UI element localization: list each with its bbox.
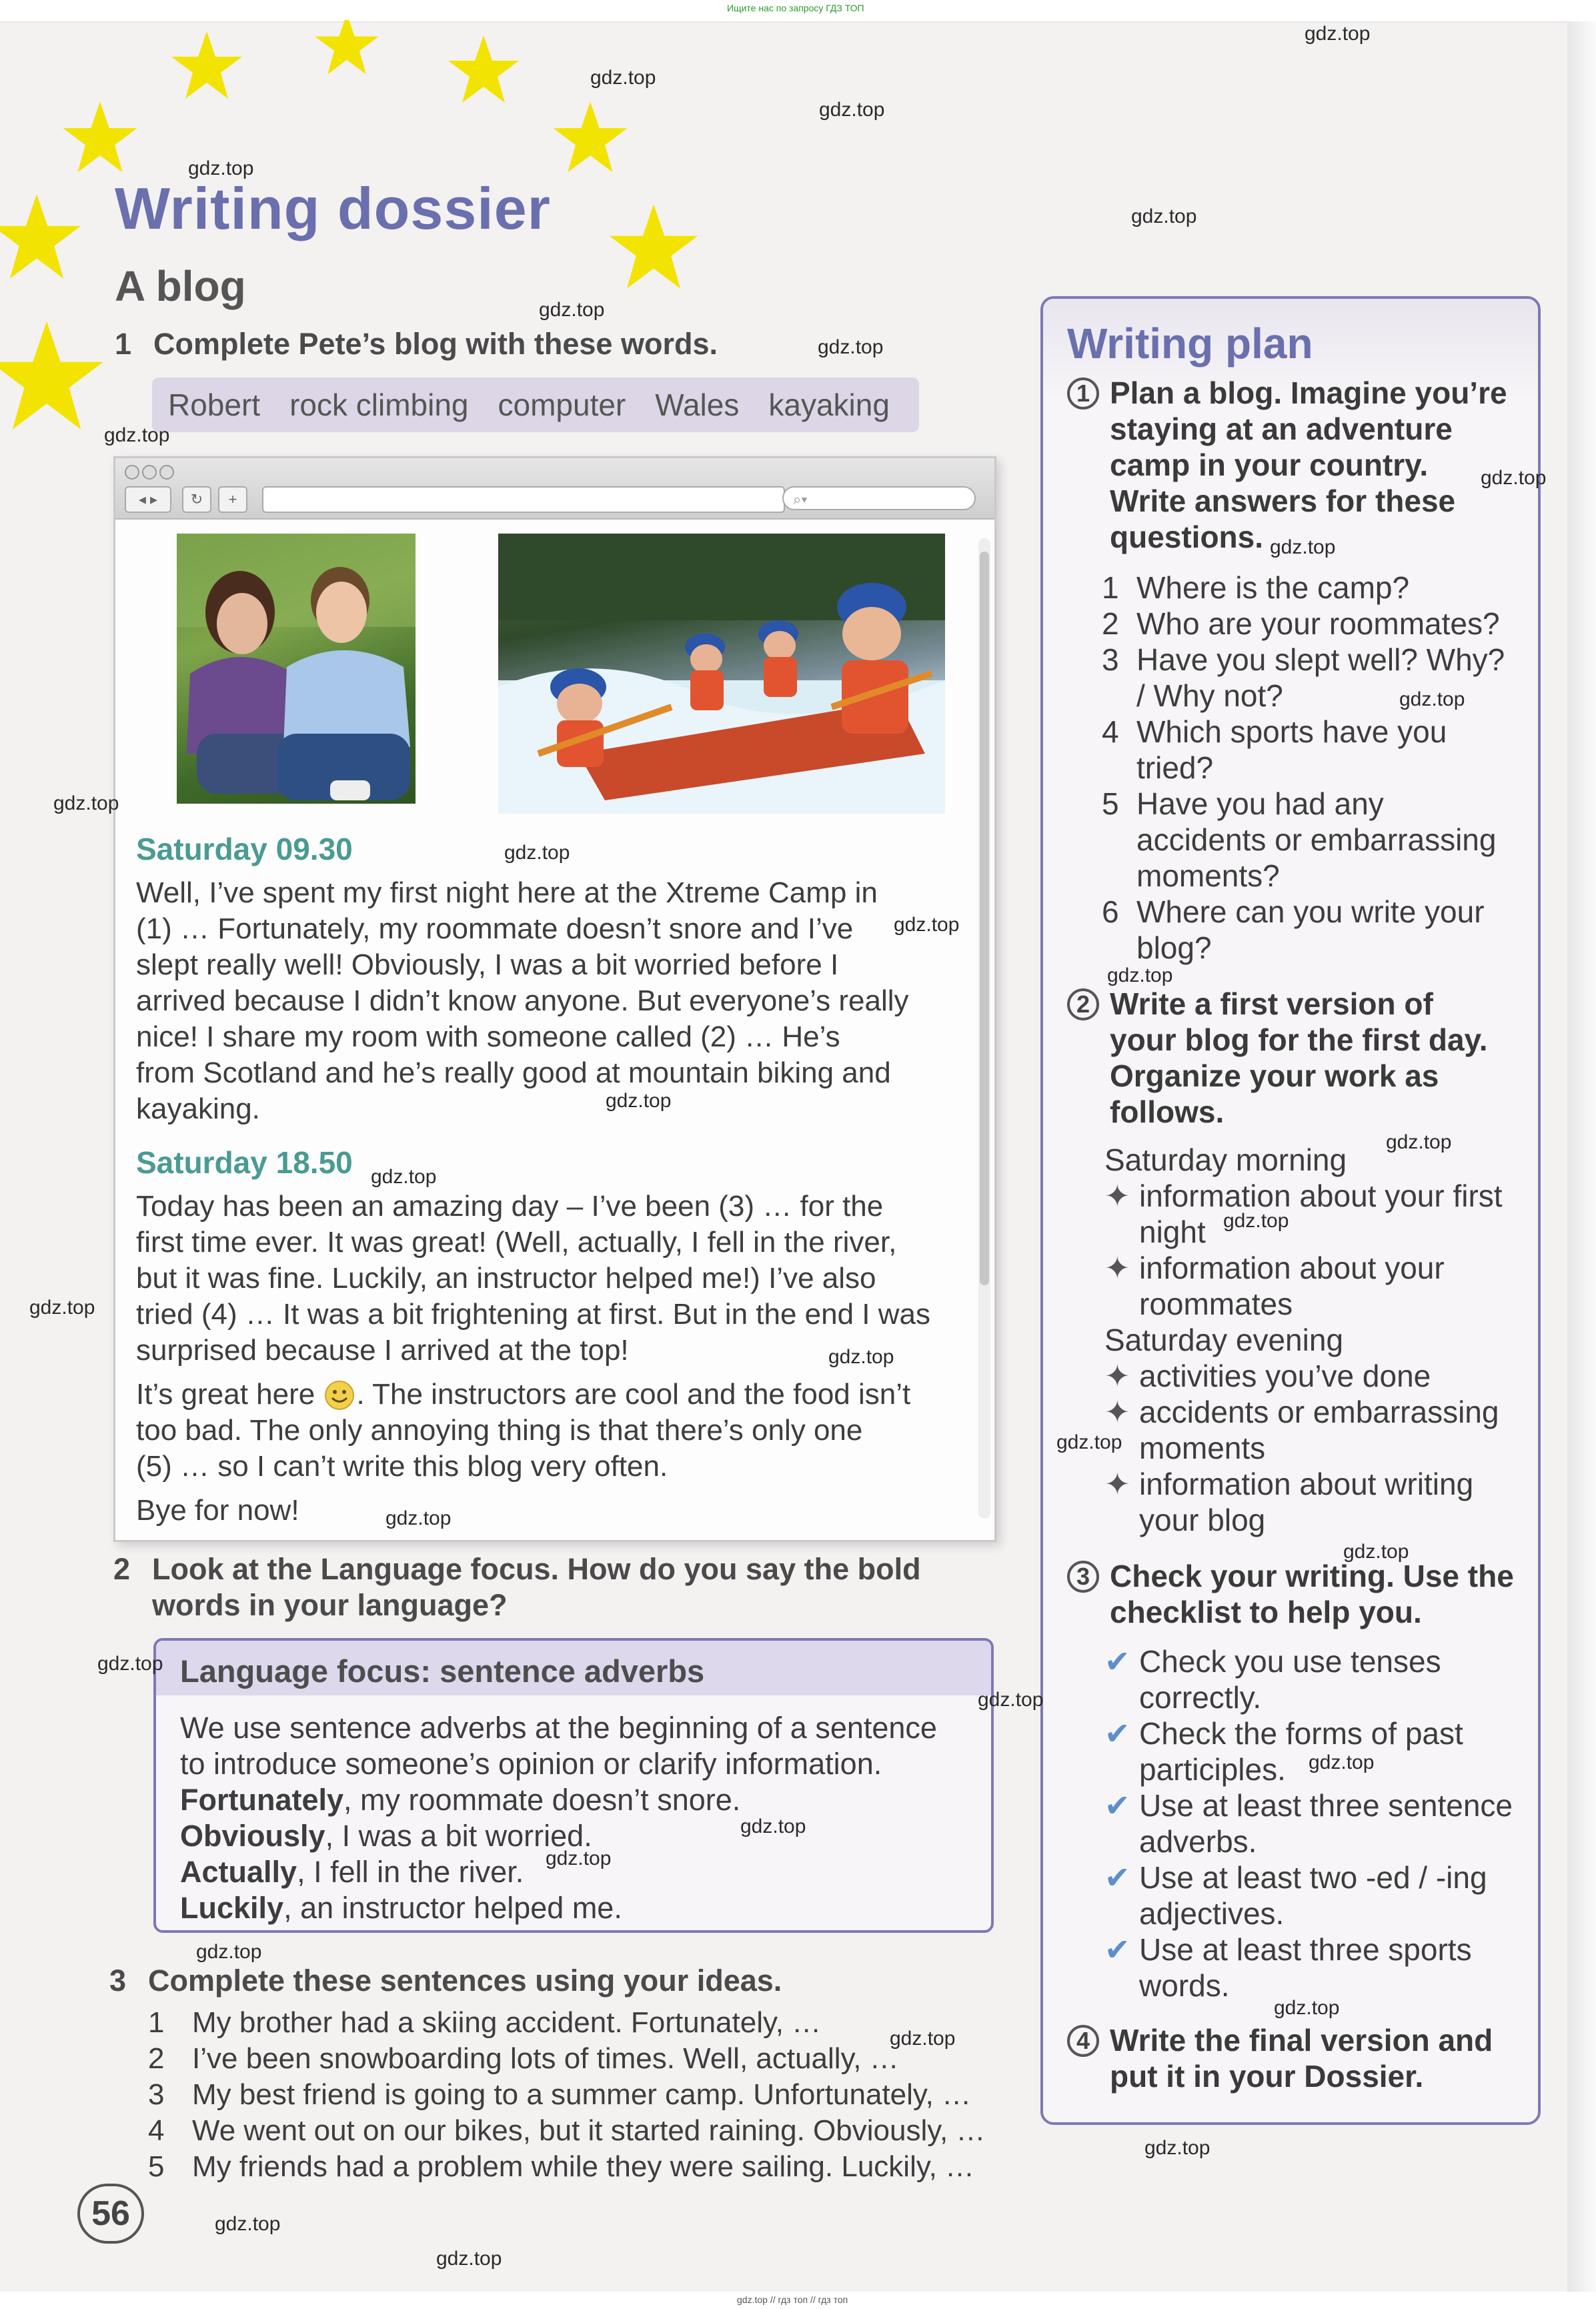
- step-line: questions.: [1110, 520, 1264, 554]
- question-text: moments?: [1136, 858, 1280, 893]
- blog-line: kayaking.: [136, 1092, 260, 1125]
- watermark: gdz.top: [188, 157, 254, 179]
- bottom-banner: [0, 2292, 1596, 2309]
- step-line: camp in your country.: [1110, 448, 1429, 482]
- question-item: [1102, 786, 1505, 822]
- outline-text: information about your first: [1139, 1179, 1503, 1213]
- item-text: My friends had a problem while they were sailing. Luckily, …: [192, 2150, 975, 2183]
- exercise-text: Complete these sentences using your ideas.: [148, 1964, 782, 1998]
- outline-text: roommates: [1139, 1287, 1293, 1321]
- exercise-3-list: [148, 2005, 985, 2185]
- question-text: Which sports have you: [1136, 714, 1447, 749]
- blog-line: Today has been an amazing day – I’ve been (3) … for the: [136, 1190, 884, 1223]
- step-number-badge: 3: [1067, 1561, 1099, 1593]
- question-text: blog?: [1136, 930, 1212, 965]
- section-subtitle: A blog: [115, 262, 246, 310]
- watermark: gdz.top: [890, 2028, 956, 2050]
- star-icon: [448, 35, 519, 103]
- blog-line: nice! I share my room with someone called (2) … He’s: [136, 1020, 840, 1053]
- outline-text: information about your: [1139, 1251, 1445, 1285]
- check-text: correctly.: [1139, 1680, 1262, 1715]
- back-forward-icon: ◂ ▸: [125, 486, 171, 513]
- watermark: gdz.top: [385, 1507, 452, 1529]
- sentence-adverb: Luckily: [180, 1891, 284, 1925]
- language-focus-body: [180, 1710, 937, 1926]
- check-text: words.: [1139, 1968, 1230, 2003]
- checkmark-icon: ✔: [1104, 1716, 1130, 1751]
- rafting-illustration: [498, 534, 945, 814]
- step-line: Plan a blog. Imagine you’re: [1110, 375, 1507, 410]
- sentence-adverb: Obviously: [180, 1819, 325, 1853]
- item-number: 1: [148, 2006, 165, 2039]
- step-line: Write answers for these: [1110, 484, 1456, 518]
- question-text: Have you slept well? Why?: [1136, 642, 1505, 677]
- step-line: Write a first version of: [1110, 986, 1433, 1021]
- exercise-3-instruction: [109, 1964, 782, 1998]
- question-text: Where can you write your: [1136, 894, 1485, 929]
- blog-text: . The instructors are cool and the food isn’t: [356, 1378, 911, 1411]
- star-icon: [0, 321, 103, 430]
- question-text: Where is the camp?: [1136, 570, 1410, 605]
- four-point-star-icon: ✦: [1104, 1179, 1130, 1213]
- word-box: [152, 377, 919, 432]
- watermark: gdz.top: [819, 99, 885, 121]
- check-item: [1104, 1643, 1513, 1679]
- question-item: [1102, 714, 1505, 750]
- window-close-icon: [125, 465, 139, 480]
- step-line: checklist to help you.: [1110, 1595, 1422, 1629]
- question-number: 5: [1102, 786, 1119, 821]
- blog-text: It’s great here: [136, 1378, 315, 1411]
- check-item: [1104, 1932, 1513, 1968]
- item-number: 5: [148, 2150, 165, 2183]
- blog-line: [136, 1377, 963, 1413]
- check-text: Use at least three sentence: [1139, 1788, 1513, 1823]
- blog-line: Well, I’ve spent my first night here at the Xtreme Camp in: [136, 876, 878, 909]
- blog-line: (5) … so I can’t write this blog very often.: [136, 1450, 668, 1483]
- blog-timestamp: Saturday 09.30: [136, 832, 353, 866]
- plan-checklist: [1104, 1643, 1513, 2004]
- blog-line: surprised because I arrived at the top!: [136, 1334, 629, 1367]
- checkmark-icon: ✔: [1104, 1860, 1130, 1895]
- step-line: Check your writing. Use the: [1110, 1559, 1514, 1593]
- outline-text: accidents or embarrassing: [1139, 1395, 1499, 1429]
- watermark: gdz.top: [1223, 1210, 1289, 1232]
- check-item: [1104, 1859, 1513, 1895]
- address-bar: [262, 486, 785, 513]
- question-text: / Why not?: [1136, 678, 1283, 713]
- four-point-star-icon: ✦: [1104, 1359, 1130, 1393]
- blog-paragraph-1: [136, 875, 963, 1127]
- browser-toolbar: [115, 458, 994, 520]
- watermark: gdz.top: [894, 914, 960, 936]
- watermark: gdz.top: [215, 2213, 281, 2235]
- list-item: [148, 2077, 985, 2113]
- question-text: tried?: [1136, 750, 1214, 785]
- item-text: We went out on our bikes, but it started raining. Obviously, …: [192, 2114, 986, 2147]
- question-number: 1: [1102, 570, 1119, 605]
- four-point-star-icon: ✦: [1104, 1395, 1130, 1429]
- question-number: 4: [1102, 714, 1119, 749]
- step-line: follows.: [1110, 1094, 1225, 1129]
- blog-paragraph-3: [136, 1377, 963, 1485]
- word-item: computer: [498, 388, 626, 422]
- watermark: gdz.top: [1144, 2137, 1211, 2159]
- checkmark-icon: ✔: [1104, 1644, 1130, 1679]
- word-item: rock climbing: [289, 388, 469, 422]
- question-item: [1102, 606, 1505, 642]
- watermark: gdz.top: [1270, 536, 1336, 558]
- step-number-badge: 4: [1067, 2025, 1099, 2057]
- window-maximize-icon: [159, 465, 174, 480]
- exercise-number: 2: [113, 1552, 131, 1586]
- watermark: gdz.top: [978, 1689, 1044, 1711]
- outline-text: night: [1139, 1215, 1206, 1249]
- exercise-text: words in your language?: [152, 1588, 508, 1622]
- sentence-adverb: Actually: [180, 1855, 297, 1889]
- check-text: Check you use tenses: [1139, 1644, 1441, 1679]
- page-title: Writing dossier: [115, 175, 551, 241]
- blog-line: (1) … Fortunately, my roommate doesn’t snore and I’ve: [136, 912, 854, 945]
- page-number: 56: [77, 2184, 144, 2244]
- word-item: kayaking: [768, 388, 890, 422]
- question-item: [1102, 894, 1505, 930]
- list-item: [148, 2041, 985, 2077]
- page-edge: [1567, 21, 1596, 2292]
- watermark: gdz.top: [104, 424, 170, 446]
- question-number: 3: [1102, 642, 1119, 677]
- checkmark-icon: ✔: [1104, 1932, 1130, 1967]
- step-line: Write the final version and: [1110, 2023, 1493, 2058]
- writing-plan-panel: [1040, 296, 1541, 2125]
- outline-heading: Saturday morning: [1104, 1142, 1347, 1177]
- plan-title: Writing plan: [1067, 319, 1313, 367]
- list-item: [148, 2149, 985, 2185]
- focus-example: [180, 1782, 937, 1818]
- blog-line: tried (4) … It was a bit frightening at first. But in the end I was: [136, 1298, 930, 1331]
- language-focus-title: Language focus: sentence adverbs: [180, 1653, 705, 1689]
- blog-line: first time ever. It was great! (Well, actually, I fell in the river,: [136, 1226, 897, 1259]
- item-text: I’ve been snowboarding lots of times. Well, actually, …: [192, 2042, 899, 2075]
- example-rest: , an instructor helped me.: [283, 1891, 622, 1925]
- watermark: gdz.top: [97, 1653, 163, 1675]
- outline-item: [1104, 1466, 1503, 1502]
- plan-step-2: [1110, 986, 1488, 1130]
- watermark: gdz.top: [1481, 467, 1547, 489]
- check-text: adverbs.: [1139, 1824, 1257, 1859]
- item-number: 3: [148, 2078, 165, 2111]
- star-icon: [553, 101, 627, 172]
- blog-timestamp: Saturday 18.50: [136, 1145, 353, 1180]
- checkmark-icon: ✔: [1104, 1788, 1130, 1823]
- focus-intro-line: We use sentence adverbs at the beginning of a sentence: [180, 1711, 937, 1745]
- watermark: gdz.top: [1131, 205, 1197, 227]
- exercise-2-instruction: [113, 1551, 921, 1623]
- watermark: gdz.top: [1386, 1131, 1452, 1153]
- outline-item: [1104, 1358, 1503, 1394]
- plan-questions: [1102, 570, 1505, 966]
- check-item: [1104, 1787, 1513, 1823]
- blog-line: slept really well! Obviously, I was a bit worried before I: [136, 948, 839, 981]
- top-banner-text: Ищите нас по запросу ГДЗ ТОП: [727, 3, 864, 13]
- outline-text: moments: [1139, 1431, 1266, 1465]
- question-number: 6: [1102, 894, 1119, 929]
- outline-text: your blog: [1139, 1503, 1266, 1537]
- blog-paragraph-2: [136, 1189, 963, 1369]
- outline-heading: Saturday evening: [1104, 1323, 1344, 1357]
- reload-icon: ↻: [182, 486, 211, 513]
- question-number: 2: [1102, 606, 1119, 641]
- watermark: gdz.top: [53, 792, 119, 814]
- watermark: gdz.top: [29, 1297, 95, 1319]
- watermark: gdz.top: [1399, 688, 1465, 710]
- list-item: [148, 2113, 985, 2149]
- star-icon: [315, 20, 378, 74]
- watermark: gdz.top: [436, 2248, 502, 2270]
- star-icon: [610, 204, 698, 288]
- step-line: staying at an adventure: [1110, 412, 1453, 446]
- photo-two-boys: [177, 534, 416, 804]
- plan-step-3: [1110, 1558, 1514, 1630]
- blog-line: but it was fine. Luckily, an instructor helped me!) I’ve also: [136, 1262, 876, 1295]
- item-number: 4: [148, 2114, 165, 2147]
- plan-step-1: [1110, 375, 1507, 555]
- watermark: gdz.top: [1274, 1997, 1340, 2019]
- exercise-number: 3: [109, 1964, 127, 1998]
- question-item: [1102, 642, 1505, 678]
- step-line: your blog for the first day.: [1110, 1022, 1488, 1057]
- four-point-star-icon: ✦: [1104, 1467, 1130, 1501]
- watermark: gdz.top: [1309, 1751, 1375, 1773]
- watermark: gdz.top: [1107, 964, 1173, 986]
- check-item: [1104, 1715, 1513, 1751]
- watermark: gdz.top: [606, 1090, 672, 1112]
- word-item: Wales: [655, 388, 740, 422]
- item-number: 2: [148, 2042, 165, 2075]
- outline-text: information about writing: [1139, 1467, 1474, 1501]
- check-text: adjectives.: [1139, 1896, 1285, 1931]
- question-text: Who are your roommates?: [1136, 606, 1500, 641]
- watermark: gdz.top: [740, 1815, 806, 1837]
- plan-outline: [1104, 1142, 1503, 1538]
- blog-line: from Scotland and he’s really good at mountain biking and: [136, 1056, 891, 1089]
- item-text: My brother had a skiing accident. Fortunately, …: [192, 2006, 822, 2039]
- window-minimize-icon: [142, 465, 157, 480]
- item-text: My best friend is going to a summer camp. Unfortunately, …: [192, 2078, 972, 2111]
- plan-step-4: [1110, 2022, 1493, 2094]
- bottom-banner-text: gdz.top // гдз топ // гдз топ: [737, 2294, 848, 2305]
- exercise-text: Complete Pete’s blog with these words.: [153, 327, 718, 361]
- star-icon: [0, 194, 81, 278]
- blog-line: arrived because I didn’t know anyone. But everyone’s really: [136, 984, 909, 1017]
- exercise-1-instruction: [115, 327, 718, 361]
- watermark: gdz.top: [828, 1346, 894, 1368]
- watermark: gdz.top: [504, 842, 570, 864]
- check-text: participles.: [1139, 1752, 1286, 1787]
- star-icon: [63, 101, 137, 172]
- question-item: [1102, 570, 1505, 606]
- watermark: gdz.top: [546, 1847, 612, 1869]
- exercise-number: 1: [115, 327, 132, 361]
- top-banner: [0, 0, 1596, 23]
- outline-item: [1104, 1394, 1503, 1430]
- outline-item: [1104, 1178, 1503, 1214]
- check-text: Use at least two -ed / -ing: [1139, 1860, 1487, 1895]
- blog-signoff: Bye for now!: [136, 1494, 299, 1527]
- check-text: Check the forms of past: [1139, 1716, 1463, 1751]
- language-focus-box: [153, 1638, 994, 1933]
- check-text: Use at least three sports: [1139, 1932, 1472, 1967]
- watermark: gdz.top: [1343, 1541, 1409, 1563]
- search-field: ⌕▾: [782, 486, 976, 510]
- watermark: gdz.top: [539, 299, 605, 321]
- watermark: gdz.top: [1305, 23, 1371, 45]
- watermark: gdz.top: [1056, 1431, 1122, 1453]
- watermark: gdz.top: [590, 67, 656, 89]
- example-rest: , I fell in the river.: [297, 1855, 524, 1889]
- new-tab-icon: +: [218, 486, 247, 513]
- question-text: Have you had any: [1136, 786, 1384, 821]
- sentence-adverb: Fortunately: [180, 1783, 344, 1817]
- watermark: gdz.top: [196, 1941, 262, 1963]
- outline-text: activities you’ve done: [1139, 1359, 1431, 1393]
- four-point-star-icon: ✦: [1104, 1251, 1130, 1285]
- boys-illustration: [177, 534, 416, 804]
- step-number-badge: 1: [1067, 377, 1099, 410]
- example-rest: , I was a bit worried.: [325, 1819, 592, 1853]
- photo-rafting: [498, 534, 945, 814]
- outline-item: [1104, 1250, 1503, 1286]
- star-icon: [171, 31, 242, 99]
- list-item: [148, 2005, 985, 2041]
- watermark: gdz.top: [818, 336, 884, 358]
- focus-intro-line: to introduce someone’s opinion or clarify information.: [180, 1747, 882, 1781]
- word-item: Robert: [168, 388, 261, 422]
- exercise-text: Look at the Language focus. How do you say the bold: [152, 1552, 921, 1586]
- blog-line: too bad. The only annoying thing is that there’s only one: [136, 1414, 863, 1447]
- scrollbar-thumb: [980, 552, 989, 1285]
- step-line: put it in your Dossier.: [1110, 2059, 1424, 2094]
- example-rest: , my roommate doesn’t snore.: [343, 1783, 741, 1817]
- smiley-icon: [323, 1380, 356, 1411]
- watermark: gdz.top: [371, 1166, 437, 1188]
- focus-example: [180, 1890, 937, 1926]
- step-line: Organize your work as: [1110, 1058, 1439, 1093]
- question-text: accidents or embarrassing: [1136, 822, 1497, 857]
- step-number-badge: 2: [1067, 988, 1099, 1020]
